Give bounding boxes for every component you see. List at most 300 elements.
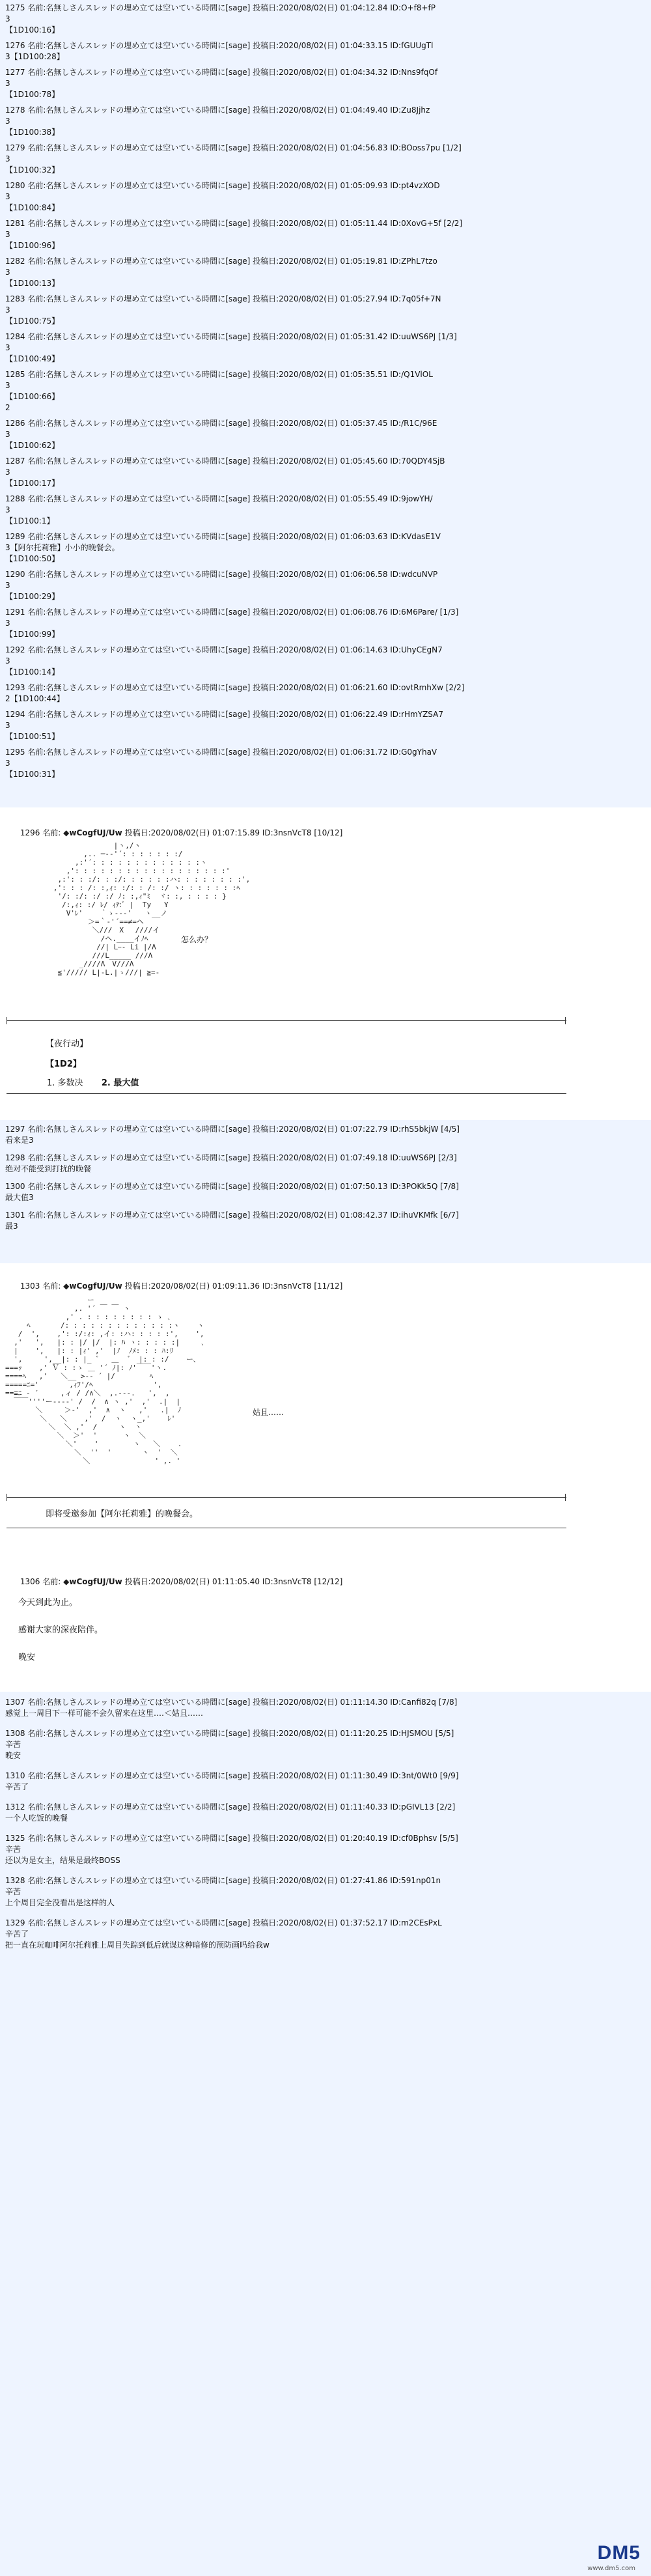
sage-tag: [sage]: [225, 1802, 251, 1812]
poster-id[interactable]: ID:rhS5bkjW: [387, 1125, 439, 1134]
response-body-line: 【1D100:38】: [5, 128, 60, 137]
sage-tag: [sage]: [225, 1182, 251, 1191]
posted-label: 投稿日:: [250, 1211, 279, 1220]
response-body-line: 【1D100:66】: [5, 392, 60, 401]
response-body-line: 3: [5, 468, 10, 477]
ascii-art-scene: ー ,. '´ ￣ ￣ ヽ ,' . : : : : : : : : ゝ ､ ﾍ /: : : : : : : : : : : : :ヽ ヽ / ', ,': :/:ｨ: ,イ: :ハ: : : : :', ', ,' ', |: : |/ |/ |: ﾊ ヽ: : : : :| ､ | ', |: : |ｨ' ,' |ﾉ ﾉﾒ: : : ﾊ:ﾘ ', ',__|: : |_ ゛ ＿ ゛ |: : :/ ー、 ===ｯ ,' Ｖ : :ゝ ＿ '´ ﾉ|: ﾉ'￣￣'ヽ. ====ﾍ ,' ＼__ >‐‐ ´ |/ ﾍ =====ﾆ=' ,ｨﾌ'/ﾍ ', ==≡ﾆ ‐ ′ ,ィ / /∧＼ ,.-‐-. ', , ￣￣''''ー---‐' / / ∧ ヽ ,' ,' .| | ＼ ＞‐' ,' ∧ ヽ ,' .| ﾉ ＼ ＼ ,' / ヽ ヽ_,' ﾚ' ＼ ＼ ,' / ヽ ヽ ＼ ＞' ' ヽ ＼ ＼' ' ヽ ＼ . ＼ '' ' ヽ ' ＼ ＼ ' ,. ': [5, 1296, 205, 1465]
name-label: 名前:: [25, 494, 46, 503]
poster-id[interactable]: ID:cf0Bphsv: [387, 1834, 437, 1843]
response-number[interactable]: 1310: [5, 1771, 25, 1780]
response-body-line: 3【阿尔托莉雅】小小的晚餐会。: [5, 543, 120, 552]
sage-tag: [sage]: [225, 332, 251, 341]
response-number[interactable]: 1307: [5, 1698, 25, 1707]
response-number[interactable]: 1298: [5, 1153, 25, 1162]
sage-tag: [sage]: [225, 257, 251, 266]
response-number[interactable]: 1281: [5, 219, 25, 228]
response-number[interactable]: 1301: [5, 1211, 25, 1220]
post-date: 2020/08/02(日): [279, 1125, 338, 1134]
response-number[interactable]: 1294: [5, 710, 25, 719]
response-body-line: 辛苦: [5, 1740, 21, 1749]
post-count-tag: [5/5]: [432, 1729, 454, 1738]
response-number[interactable]: 1288: [5, 494, 25, 503]
anon-name: 名無しさんスレッドの埋め立ては空いている時間に: [46, 456, 226, 466]
sage-tag: [sage]: [225, 494, 251, 503]
farewell-line-2: 感谢大家的深夜陪伴。: [18, 1625, 104, 1635]
response-number[interactable]: 1285: [5, 370, 25, 379]
post-date: 2020/08/02(日): [150, 1281, 210, 1291]
post-time: 01:04:49.40: [337, 105, 388, 115]
anon-name: 名無しさんスレッドの埋め立ては空いている時間に: [46, 219, 226, 228]
name-label: 名前:: [25, 1153, 46, 1162]
response-body-line: 【1D100:50】: [5, 554, 60, 563]
anon-name: 名無しさんスレッドの埋め立ては空いている時間に: [46, 105, 226, 115]
response-number[interactable]: 1276: [5, 41, 25, 50]
post-time: 01:05:31.42: [337, 332, 388, 341]
response-body-line: 【1D100:14】: [5, 667, 60, 677]
response-body-line: 绝对不能受到打扰的晚餐: [5, 1164, 92, 1173]
post-time: 01:07:49.18: [337, 1153, 388, 1162]
poster-id[interactable]: ID:ovtRmhXw: [387, 683, 443, 692]
response-body-line: 【1D100:99】: [5, 630, 60, 639]
poster-id[interactable]: ID:3nsnVcT8: [262, 1577, 312, 1586]
response-body-line: 3: [5, 268, 10, 277]
posted-label: 投稿日:: [250, 1698, 279, 1707]
poster-id[interactable]: ID:0XovG+5f: [387, 219, 441, 228]
poster-id[interactable]: ID:m2CEsPxL: [387, 1918, 442, 1927]
poster-id[interactable]: ID:3nt/0Wt0: [387, 1771, 437, 1780]
post-time: 01:05:45.60: [337, 456, 388, 466]
anon-name: 名無しさんスレッドの埋め立ては空いている時間に: [46, 419, 226, 428]
posted-label: 投稿日:: [250, 68, 279, 77]
anon-name: 名無しさんスレッドの埋め立ては空いている時間に: [46, 748, 226, 757]
anon-name: 名無しさんスレッドの埋め立ては空いている時間に: [46, 181, 226, 190]
posted-label: 投稿日:: [250, 748, 279, 757]
response-number[interactable]: 1300: [5, 1182, 25, 1191]
response-header: [0, 331, 651, 343]
sage-tag: [sage]: [225, 748, 251, 757]
response-body-line: 3: [5, 230, 10, 239]
response-number[interactable]: 1278: [5, 105, 25, 115]
post-date: 2020/08/02(日): [279, 1211, 338, 1220]
poster-id[interactable]: ID:pGIVL13: [387, 1802, 434, 1812]
name-label: 名前:: [25, 370, 46, 379]
name-label: 名前:: [25, 219, 46, 228]
response-body-line: 晚安: [5, 1751, 21, 1760]
name-label: 名前:: [25, 181, 46, 190]
anon-name: 名無しさんスレッドの埋め立ては空いている時間に: [46, 532, 226, 541]
poster-id[interactable]: ID:6M6Pare/: [387, 608, 437, 617]
response-header: [0, 1181, 651, 1192]
response-body-line: 辛苦: [5, 1845, 21, 1854]
response-number[interactable]: 1308: [5, 1729, 25, 1738]
response-number[interactable]: 1284: [5, 332, 25, 341]
sage-tag: [sage]: [225, 1918, 251, 1927]
post-count-tag: [5/5]: [437, 1834, 458, 1843]
response-number[interactable]: 1289: [5, 532, 25, 541]
post-time: 01:05:55.49: [337, 494, 388, 503]
post-number[interactable]: 1303: [20, 1281, 40, 1291]
response-item: [0, 1181, 651, 1203]
name-label: 名前:: [25, 105, 46, 115]
post-date: 2020/08/02(日): [279, 181, 338, 190]
response-item: [0, 1875, 651, 1909]
sage-tag: [sage]: [225, 1698, 251, 1707]
post-time: 01:06:03.63: [337, 532, 388, 541]
posted-label: 投稿日:: [250, 1918, 279, 1927]
poster-id[interactable]: ID:/R1C/96E: [387, 419, 437, 428]
sage-tag: [sage]: [225, 532, 251, 541]
response-number[interactable]: 1282: [5, 257, 25, 266]
name-label: 名前:: [25, 1802, 46, 1812]
post-time: 01:08:42.37: [337, 1211, 388, 1220]
post-date: 2020/08/02(日): [279, 1802, 338, 1812]
response-body-line: 【1D100:84】: [5, 203, 60, 212]
posted-label: 投稿日:: [124, 1577, 151, 1586]
anon-name: 名無しさんスレッドの埋め立ては空いている時間に: [46, 1771, 226, 1780]
response-body-line: 3: [5, 721, 10, 730]
response-number[interactable]: 1329: [5, 1918, 25, 1927]
post-count-tag: [2/2]: [434, 1802, 456, 1812]
dice-label: 【1D2】: [46, 1059, 81, 1069]
farewell-line-3: 晚安: [18, 1653, 36, 1662]
anon-name: 名無しさんスレッドの埋め立ては空いている時間に: [46, 645, 226, 654]
post-time: 01:04:34.32: [337, 68, 388, 77]
poster-id[interactable]: ID:591np01n: [387, 1876, 441, 1885]
poster-id[interactable]: ID:KVdasE1V: [387, 532, 441, 541]
divider-top: [7, 1020, 566, 1021]
name-label: 名前:: [25, 419, 46, 428]
response-header: [0, 67, 651, 78]
response-item: [0, 1833, 651, 1866]
response-body-line: 最3: [5, 1222, 18, 1231]
response-item: [0, 105, 651, 138]
response-body-line: 3: [5, 381, 10, 390]
response-number[interactable]: 1292: [5, 645, 25, 654]
poster-id[interactable]: ID:G0gYhaV: [387, 748, 437, 757]
response-number[interactable]: 1325: [5, 1834, 25, 1843]
post-date: 2020/08/02(日): [279, 1698, 338, 1707]
sage-tag: [sage]: [225, 3, 251, 12]
sage-tag: [sage]: [225, 683, 251, 692]
response-header: [0, 1875, 651, 1886]
anon-name: 名無しさんスレッドの埋め立ては空いている時間に: [46, 710, 226, 719]
posted-label: 投稿日:: [250, 608, 279, 617]
response-body-line: 【1D100:32】: [5, 165, 60, 175]
post-date: 2020/08/02(日): [279, 332, 338, 341]
post-time: 01:04:56.83: [337, 143, 388, 152]
divider-tick: [565, 1017, 566, 1024]
response-item: [0, 1153, 651, 1175]
post-time: 01:20:40.19: [337, 1834, 388, 1843]
post-date: 2020/08/02(日): [279, 3, 338, 12]
post-date: 2020/08/02(日): [279, 1918, 338, 1927]
posted-label: 投稿日:: [250, 1771, 279, 1780]
name-label: 名前:: [25, 68, 46, 77]
response-header: [0, 256, 651, 267]
response-number[interactable]: 1295: [5, 748, 25, 757]
post-caption: 即将受邀参加【阿尔托莉雅】的晚餐会。: [46, 1509, 199, 1519]
anon-name: 名無しさんスレッドの埋め立ては空いている時間に: [46, 1125, 226, 1134]
divider-top: [7, 1497, 566, 1498]
response-body-line: 最大值3: [5, 1193, 34, 1202]
response-header: [0, 531, 651, 542]
response-header: [0, 3, 651, 14]
response-header: [0, 1124, 651, 1135]
posted-label: 投稿日:: [250, 3, 279, 12]
response-item: [0, 1918, 651, 1951]
post-time: 01:06:22.49: [337, 710, 388, 719]
poster-id[interactable]: ID:3POKk5Q: [387, 1182, 438, 1191]
poster-id[interactable]: ID:70QDY4SjB: [387, 456, 445, 466]
response-header: [0, 1802, 651, 1813]
post-count-tag: [2/2]: [443, 683, 465, 692]
response-header: [0, 456, 651, 467]
anon-name: 名無しさんスレッドの埋め立ては空いている時間に: [46, 570, 226, 579]
anon-name: 名無しさんスレッドの埋め立ては空いている時間に: [46, 1211, 226, 1220]
response-number[interactable]: 1291: [5, 608, 25, 617]
response-item: [0, 143, 651, 176]
response-header: [0, 180, 651, 191]
response-list-2: [0, 1120, 651, 1263]
response-header: [0, 569, 651, 580]
post-time: 01:11:20.25: [337, 1729, 388, 1738]
response-item: [0, 3, 651, 36]
response-body-line: 3: [5, 656, 10, 665]
name-label: 名前:: [25, 257, 46, 266]
post-time: 01:04:33.15: [337, 41, 388, 50]
post-header: [0, 1565, 342, 1599]
post-date: 2020/08/02(日): [279, 494, 338, 503]
response-body-line: 【1D100:78】: [5, 90, 60, 99]
option-1: 1. 多数决: [47, 1078, 83, 1088]
sage-tag: [sage]: [225, 1125, 251, 1134]
response-header: [0, 1728, 651, 1739]
name-label: 名前:: [25, 710, 46, 719]
posted-label: 投稿日:: [250, 1153, 279, 1162]
response-number[interactable]: 1297: [5, 1125, 25, 1134]
post-count-tag: [2/2]: [441, 219, 463, 228]
response-header: [0, 143, 651, 154]
post-date: 2020/08/02(日): [279, 683, 338, 692]
posted-label: 投稿日:: [250, 105, 279, 115]
response-number[interactable]: 1312: [5, 1802, 25, 1812]
post-time: 01:06:06.58: [337, 570, 388, 579]
response-body-line: 3: [5, 759, 10, 768]
response-item: [0, 747, 651, 780]
post-date: 2020/08/02(日): [279, 257, 338, 266]
poster-id[interactable]: ID:rHmYZSA7: [387, 710, 443, 719]
name-label: 名前:: [25, 570, 46, 579]
post-date: 2020/08/02(日): [279, 748, 338, 757]
sage-tag: [sage]: [225, 143, 251, 152]
post-date: 2020/08/02(日): [279, 1834, 338, 1843]
post-time: 01:07:15.89: [212, 828, 260, 837]
response-number[interactable]: 1283: [5, 294, 25, 303]
post-count-tag: [11/12]: [314, 1281, 343, 1291]
poster-id[interactable]: ID:Zu8Jjhz: [387, 105, 430, 115]
sage-tag: [sage]: [225, 1729, 251, 1738]
post-date: 2020/08/02(日): [279, 645, 338, 654]
response-body-line: 3: [5, 154, 10, 163]
post-time: 01:27:41.86: [337, 1876, 388, 1885]
post-date: 2020/08/02(日): [279, 143, 338, 152]
name-label: 名前:: [25, 143, 46, 152]
post-time: 01:37:52.17: [337, 1918, 388, 1927]
name-label: 名前:: [25, 683, 46, 692]
poster-id[interactable]: ID:/Q1VlOL: [387, 370, 433, 379]
poster-id[interactable]: ID:7q05f+7N: [387, 294, 441, 303]
post-date: 2020/08/02(日): [279, 41, 338, 50]
name-label: 名前:: [25, 748, 46, 757]
response-number[interactable]: 1279: [5, 143, 25, 152]
post-count-tag: [6/7]: [437, 1211, 459, 1220]
post-time: 01:07:50.13: [337, 1182, 388, 1191]
response-body-line: 【1D100:62】: [5, 441, 60, 450]
posted-label: 投稿日:: [250, 332, 279, 341]
sage-tag: [sage]: [225, 294, 251, 303]
poster-id[interactable]: ID:ZPhL7tzo: [387, 257, 437, 266]
poster-id[interactable]: ID:ihuVKMfk: [387, 1211, 438, 1220]
response-number[interactable]: 1290: [5, 570, 25, 579]
response-item: [0, 1124, 651, 1146]
poster-id[interactable]: ID:uuWS6PJ: [387, 1153, 436, 1162]
sage-tag: [sage]: [225, 370, 251, 379]
response-number[interactable]: 1293: [5, 683, 25, 692]
post-time: 01:11:14.30: [337, 1698, 388, 1707]
anon-name: 名無しさんスレッドの埋め立ては空いている時間に: [46, 683, 226, 692]
anon-name: 名無しさんスレッドの埋め立ては空いている時間に: [46, 1153, 226, 1162]
posted-label: 投稿日:: [250, 41, 279, 50]
anon-name: 名無しさんスレッドの埋め立ては空いている時間に: [46, 1182, 226, 1191]
post-time: 01:05:27.94: [337, 294, 388, 303]
poster-id[interactable]: ID:uuWS6PJ: [387, 332, 436, 341]
name-label: 名前:: [25, 1182, 46, 1191]
trip-name: ◆wCogfUJ/Uw: [63, 828, 122, 837]
poster-id[interactable]: ID:Nns9fqOf: [387, 68, 438, 77]
divider-bottom: [7, 1093, 566, 1094]
name-label: 名前:: [25, 1876, 46, 1885]
response-header: [0, 1918, 651, 1929]
post-date: 2020/08/02(日): [279, 1876, 338, 1885]
name-label: 名前:: [25, 1698, 46, 1707]
response-body-line: 辛苦了: [5, 1929, 29, 1939]
response-item: [0, 294, 651, 327]
post-date: 2020/08/02(日): [279, 1729, 338, 1738]
post-date: 2020/08/02(日): [279, 1182, 338, 1191]
option-row: [47, 1076, 139, 1088]
response-number[interactable]: 1328: [5, 1876, 25, 1885]
post-count-tag: [2/3]: [436, 1153, 457, 1162]
author-post-1296: [0, 809, 651, 1089]
posted-label: 投稿日:: [250, 143, 279, 152]
post-time: 01:06:08.76: [337, 608, 388, 617]
post-count-tag: [9/9]: [437, 1771, 459, 1780]
response-header: [0, 218, 651, 229]
poster-id[interactable]: ID:fGUUgTl: [387, 41, 434, 50]
response-body-line: 3: [5, 430, 10, 439]
posted-label: 投稿日:: [250, 419, 279, 428]
name-label: 名前:: [25, 1834, 46, 1843]
response-body-line: 【1D100:51】: [5, 732, 60, 741]
response-number[interactable]: 1275: [5, 3, 25, 12]
posted-label: 投稿日:: [250, 257, 279, 266]
response-number[interactable]: 1280: [5, 181, 25, 190]
response-number[interactable]: 1277: [5, 68, 25, 77]
response-body-line: 感觉上一周目下一样可能不会久留来在这里‥‥＜姑且……: [5, 1709, 204, 1718]
response-body-line: 3: [5, 79, 10, 88]
name-label: 名前:: [25, 1211, 46, 1220]
response-body-line: 3: [5, 305, 10, 315]
poster-id[interactable]: ID:UhyCEgN7: [387, 645, 443, 654]
response-item: [0, 531, 651, 565]
response-item: [0, 1210, 651, 1232]
response-number[interactable]: 1287: [5, 456, 25, 466]
anon-name: 名無しさんスレッドの埋め立ては空いている時間に: [46, 3, 226, 12]
anon-name: 名無しさんスレッドの埋め立ては空いている時間に: [46, 1876, 226, 1885]
posted-label: 投稿日:: [250, 181, 279, 190]
poster-id[interactable]: ID:pt4vzXOD: [387, 181, 440, 190]
response-body-line: 2: [5, 403, 10, 412]
posted-label: 投稿日:: [250, 294, 279, 303]
response-body-line: 【1D100:17】: [5, 479, 60, 488]
posted-label: 投稿日:: [250, 456, 279, 466]
response-body-line: 【1D100:29】: [5, 592, 60, 601]
response-header: [0, 40, 651, 51]
poster-id[interactable]: ID:3nsnVcT8: [262, 1281, 312, 1291]
sage-tag: [sage]: [225, 1211, 251, 1220]
response-body-line: 2【1D100:44】: [5, 694, 64, 703]
poster-id[interactable]: ID:wdcuNVP: [387, 570, 438, 579]
response-item: [0, 607, 651, 640]
response-body-line: 3: [5, 619, 10, 628]
post-number[interactable]: 1306: [20, 1577, 40, 1586]
response-body-line: 【1D100:75】: [5, 316, 60, 326]
anon-name: 名無しさんスレッドの埋め立ては空いている時間に: [46, 41, 226, 50]
name-label: 名前:: [25, 1125, 46, 1134]
post-time: 01:07:22.79: [337, 1125, 388, 1134]
poster-id[interactable]: ID:3nsnVcT8: [262, 828, 312, 837]
response-body-line: 3: [5, 14, 10, 23]
posted-label: 投稿日:: [250, 1834, 279, 1843]
response-item: [0, 218, 651, 251]
post-time: 01:11:40.33: [337, 1802, 388, 1812]
post-date: 2020/08/02(日): [279, 1153, 338, 1162]
post-count-tag: [12/12]: [314, 1577, 343, 1586]
posted-label: 投稿日:: [250, 219, 279, 228]
name-label: 名前:: [25, 645, 46, 654]
post-date: 2020/08/02(日): [279, 1771, 338, 1780]
poster-id[interactable]: ID:BOoss7pu: [387, 143, 441, 152]
response-body-line: 辛苦了: [5, 1782, 29, 1791]
poster-id[interactable]: ID:O+f8+fP: [387, 3, 436, 12]
response-header: [0, 645, 651, 656]
response-item: [0, 180, 651, 214]
poster-id[interactable]: ID:HJSMOU: [387, 1729, 433, 1738]
poster-id[interactable]: ID:Canfi82q: [387, 1698, 436, 1707]
response-item: [0, 40, 651, 63]
aa-speech: 怎么办？: [181, 935, 213, 944]
sage-tag: [sage]: [225, 181, 251, 190]
response-item: [0, 709, 651, 742]
poster-id[interactable]: ID:9jowYH/: [387, 494, 433, 503]
post-date: 2020/08/02(日): [279, 532, 338, 541]
response-header: [0, 494, 651, 505]
response-number[interactable]: 1286: [5, 419, 25, 428]
sage-tag: [sage]: [225, 1153, 251, 1162]
post-number[interactable]: 1296: [20, 828, 40, 837]
post-time: 01:06:14.63: [337, 645, 388, 654]
name-label: 名前:: [25, 456, 46, 466]
